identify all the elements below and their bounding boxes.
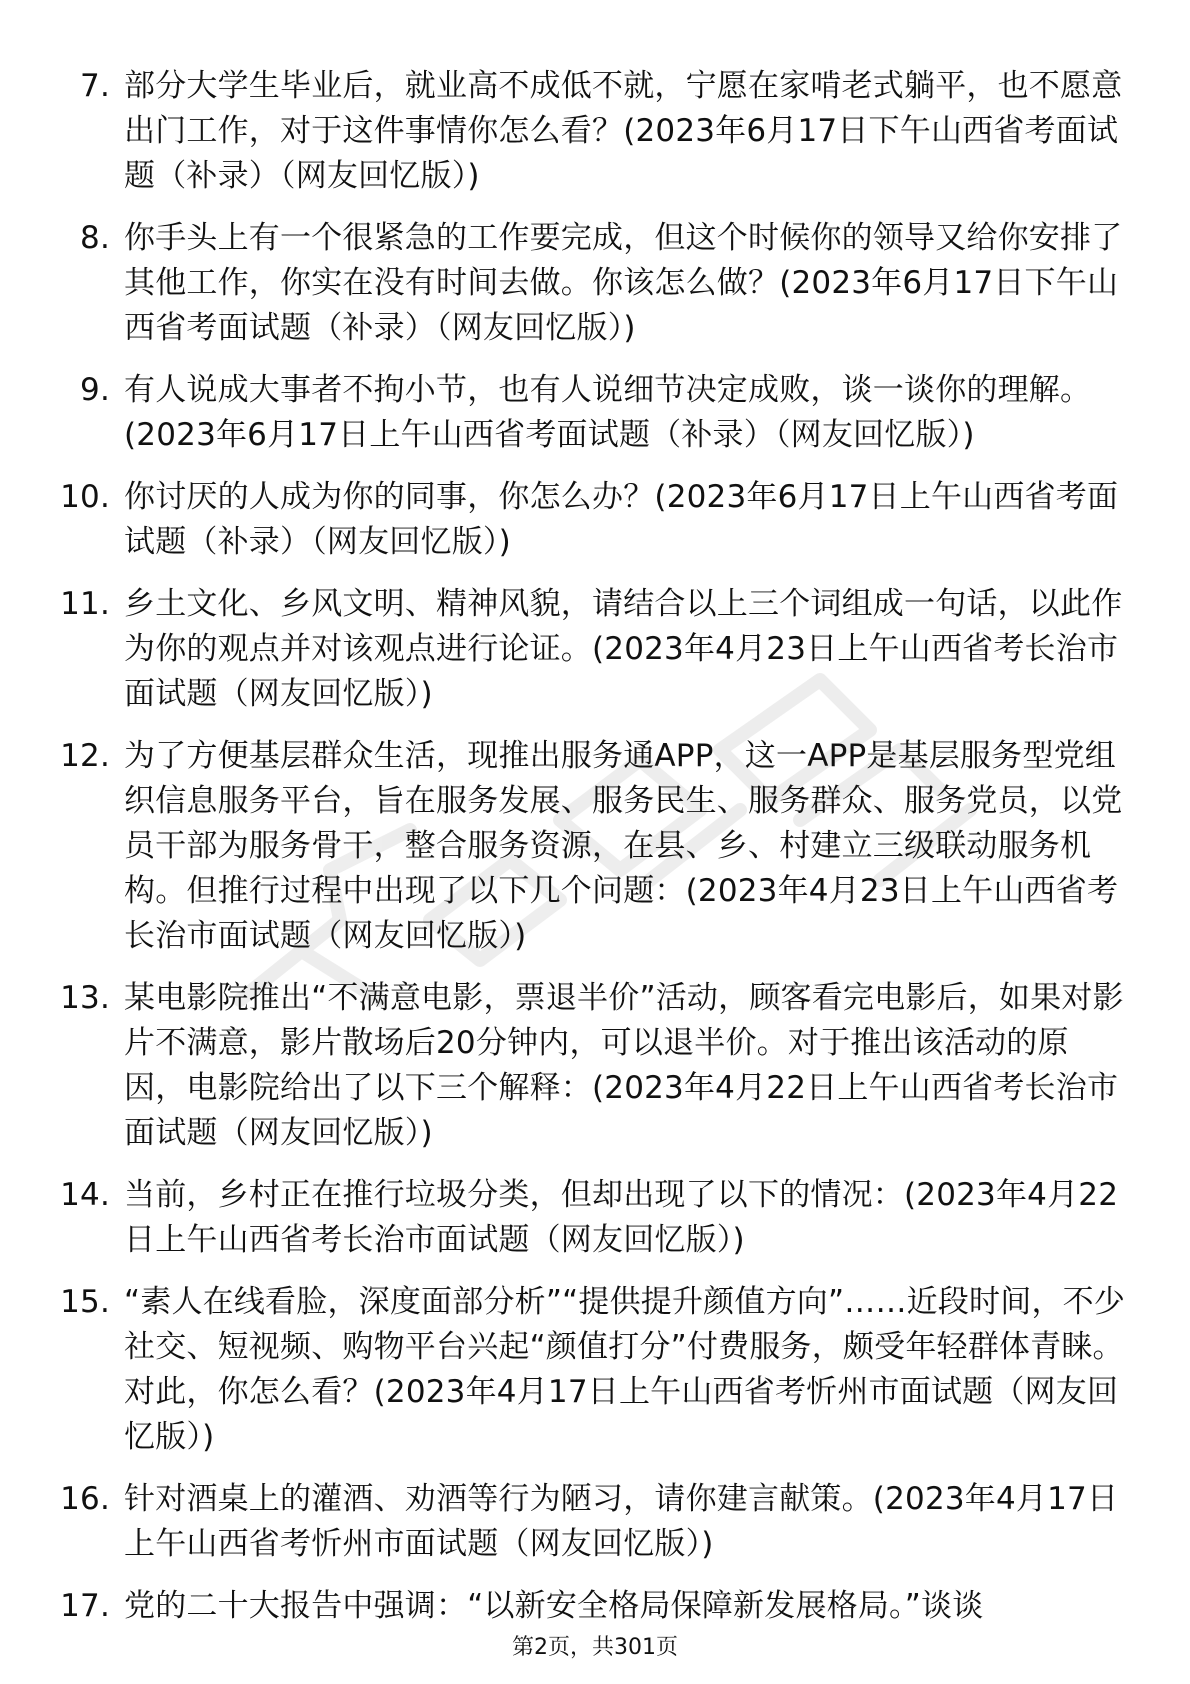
question-text: 有人说成大事者不拘小节，也有人说细节决定成败，谈一谈你的理解。(2023年6月17日上午山西省考面试题（补录）（网友回忆版）) [124,372,1092,453]
question-number: 12. [60,738,110,774]
question-number: 7. [80,68,110,104]
question-text: “素人在线看脸，深度面部分析”“提供提升颜值方向”……近段时间，不少社交、短视频、购物平台兴起“颜值打分”付费服务，颇受年轻群体青睐。对此，你怎么看？(2023年4月17日上午山西省考忻州市面试题（网友回忆版）) [124,1284,1126,1455]
list-item [60,1584,1130,1629]
question-text: 当前，乡村正在推行垃圾分类，但却出现了以下的情况：(2023年4月22日上午山西省考长治市面试题（网友回忆版）) [124,1177,1119,1258]
list-item [60,475,1130,565]
list-item [60,1173,1130,1263]
question-text: 某电影院推出“不满意电影，票退半价”活动，顾客看完电影后，如果对影片不满意，影片散场后20分钟内，可以退半价。对于推出该活动的原因，电影院给出了以下三个解释：(2023年4月22日上午山西省考长治市面试题（网友回忆版）) [124,980,1124,1151]
question-number: 8. [80,220,110,256]
question-number: 14. [60,1177,110,1213]
question-number: 16. [60,1481,110,1517]
question-text: 你手头上有一个很紧急的工作要完成，但这个时候你的领导又给你安排了其他工作，你实在没有时间去做。你该怎么做？(2023年6月17日下午山西省考面试题（补录）（网友回忆版）) [124,220,1123,346]
list-item [60,368,1130,458]
question-number: 10. [60,479,110,515]
question-number: 17. [60,1588,110,1624]
list-item [60,1280,1130,1460]
list-item [60,64,1130,199]
question-text: 为了方便基层群众生活，现推出服务通APP，这一APP是基层服务型党组织信息服务平台，旨在服务发展、服务民生、服务群众、服务党员，以党员干部为服务骨干，整合服务资源，在县、乡、村建立三级联动服务机构。但推行过程中出现了以下几个问题：(2023年4月23日上午山西省考长治市面试题（网友回忆版）) [124,738,1123,954]
question-text: 党的二十大报告中强调：“以新安全格局保障新发展格局。”谈谈 [124,1588,984,1624]
question-text: 你讨厌的人成为你的同事，你怎么办？(2023年6月17日上午山西省考面试题（补录）（网友回忆版）) [124,479,1119,560]
question-text: 针对酒桌上的灌酒、劝酒等行为陋习，请你建言献策。(2023年4月17日上午山西省考忻州市面试题（网友回忆版）) [124,1481,1119,1562]
question-number: 13. [60,980,110,1016]
list-item [60,582,1130,717]
question-text: 乡土文化、乡风文明、精神风貌，请结合以上三个词组成一句话，以此作为你的观点并对该观点进行论证。(2023年4月23日上午山西省考长治市面试题（网友回忆版）) [124,586,1123,712]
question-text: 部分大学生毕业后，就业高不成低不就，宁愿在家啃老式躺平，也不愿意出门工作，对于这件事情你怎么看？(2023年6月17日下午山西省考面试题（补录）（网友回忆版）) [124,68,1123,194]
question-number: 9. [80,372,110,408]
list-item [60,734,1130,959]
page-footer: 第2页，共301页 [512,1635,678,1660]
list-item [60,1477,1130,1567]
list-item [60,976,1130,1156]
list-item [60,216,1130,351]
question-number: 15. [60,1284,110,1320]
question-number: 11. [60,586,110,622]
question-list [60,64,1130,1646]
